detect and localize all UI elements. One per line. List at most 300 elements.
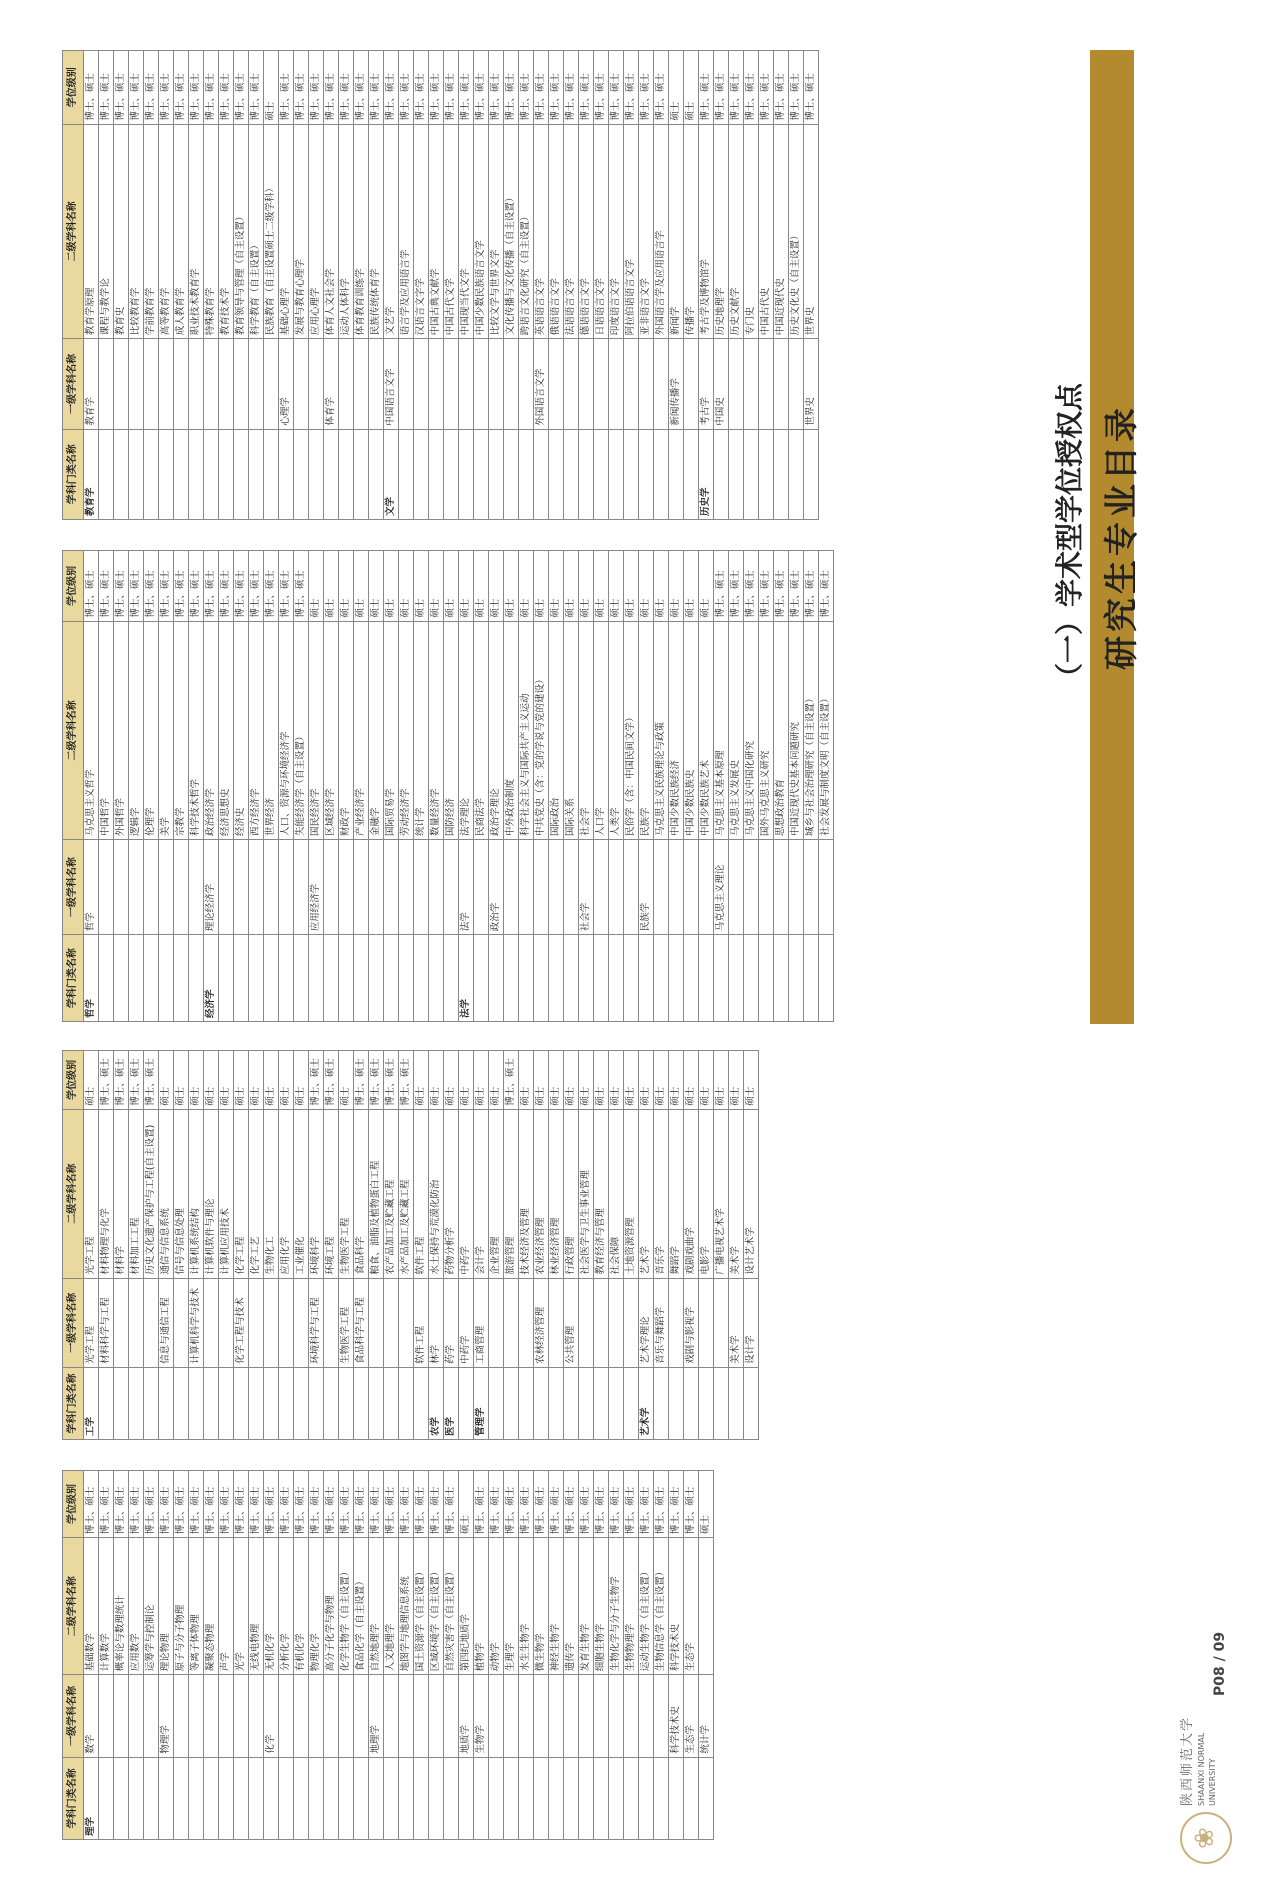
- degree-level-cell: 博士、硕士: [219, 51, 234, 125]
- degree-level-cell: 博士、硕士: [534, 1471, 549, 1538]
- first-discipline-cell: 林学: [429, 1278, 444, 1367]
- table-row: [459, 1051, 474, 1440]
- first-discipline-cell: 药学: [444, 1278, 459, 1367]
- first-discipline-cell: [174, 339, 189, 429]
- first-discipline-cell: [489, 1278, 504, 1367]
- second-discipline-cell: 动物学: [489, 1538, 504, 1675]
- table-row: [249, 1471, 264, 1840]
- table-row: [669, 51, 684, 520]
- degree-level-cell: 硕士: [159, 1051, 174, 1110]
- second-discipline-cell: 林业经济管理: [549, 1109, 564, 1278]
- table-row: [639, 51, 654, 520]
- second-discipline-cell: 理论物理: [159, 1538, 174, 1675]
- category-cell: [564, 935, 579, 1022]
- second-discipline-cell: 舞蹈学: [669, 1109, 684, 1278]
- table-row: [399, 1471, 414, 1840]
- table-row: [234, 1051, 249, 1440]
- category-cell: [264, 935, 279, 1022]
- degree-level-cell: 博士、硕士: [84, 551, 99, 622]
- table-row: [294, 1471, 309, 1840]
- degree-level-cell: 博士、硕士: [519, 51, 534, 125]
- second-discipline-cell: 教育学原理: [84, 124, 99, 339]
- category-cell: [144, 429, 159, 519]
- category-cell: [99, 1367, 114, 1439]
- table-row: [504, 51, 519, 520]
- first-discipline-cell: [744, 839, 759, 934]
- first-discipline-cell: [279, 1278, 294, 1367]
- first-discipline-cell: [669, 1278, 684, 1367]
- second-discipline-cell: 失能经济学（自主设置）: [294, 621, 309, 839]
- table-row: [684, 551, 699, 1022]
- second-discipline-cell: 技术经济及管理: [519, 1109, 534, 1278]
- second-discipline-cell: 应用数学: [129, 1538, 144, 1675]
- second-discipline-cell: [699, 1538, 714, 1675]
- page-title: 研究生专业目录: [1102, 404, 1142, 670]
- table-row: [474, 551, 489, 1022]
- second-discipline-cell: 民族教育（自主设置硕士二级学科）: [264, 124, 279, 339]
- category-cell: [369, 1367, 384, 1439]
- degree-level-cell: 博士、硕士: [309, 1471, 324, 1538]
- table-row: [444, 51, 459, 520]
- header-category: 学科门类名称: [63, 429, 84, 519]
- table-row: [204, 51, 219, 520]
- category-cell: [309, 429, 324, 519]
- table-row: [279, 551, 294, 1022]
- second-discipline-cell: 人类学: [609, 621, 624, 839]
- category-cell: [234, 1367, 249, 1439]
- first-discipline-cell: [309, 1675, 324, 1757]
- category-cell: 艺术学: [639, 1367, 654, 1439]
- table-row: [279, 1471, 294, 1840]
- table-row: [324, 551, 339, 1022]
- table-row: [219, 51, 234, 520]
- category-cell: [459, 1757, 474, 1839]
- degree-level-cell: 博士、硕士: [159, 1471, 174, 1538]
- second-discipline-cell: 经济史: [234, 621, 249, 839]
- degree-level-cell: 博士、硕士: [354, 1471, 369, 1538]
- category-cell: [819, 935, 834, 1022]
- category-cell: [174, 1757, 189, 1839]
- category-cell: [279, 1367, 294, 1439]
- first-discipline-cell: [594, 1278, 609, 1367]
- table-row: [804, 551, 819, 1022]
- header-second: 二级学科名称: [63, 1538, 84, 1675]
- category-cell: [669, 935, 684, 1022]
- table-row: [84, 1471, 99, 1840]
- first-discipline-cell: [234, 839, 249, 934]
- category-cell: [189, 1757, 204, 1839]
- degree-level-cell: 硕士: [669, 51, 684, 125]
- second-discipline-cell: 法学理论: [459, 621, 474, 839]
- first-discipline-cell: [294, 839, 309, 934]
- category-cell: [114, 1367, 129, 1439]
- table-row: [459, 51, 474, 520]
- category-cell: [804, 429, 819, 519]
- table-row: [414, 551, 429, 1022]
- second-discipline-cell: 高等教育学: [159, 124, 174, 339]
- table-row: [309, 1471, 324, 1840]
- table-row: [564, 1471, 579, 1840]
- first-discipline-cell: [204, 339, 219, 429]
- second-discipline-cell: 概率论与数理统计: [114, 1538, 129, 1675]
- category-cell: [519, 1757, 534, 1839]
- table-row: [444, 1051, 459, 1440]
- category-cell: [414, 429, 429, 519]
- degree-level-cell: 博士、硕士: [354, 1051, 369, 1110]
- header-second: 二级学科名称: [63, 1109, 84, 1278]
- category-cell: [324, 1757, 339, 1839]
- category-cell: [369, 935, 384, 1022]
- first-discipline-cell: [654, 339, 669, 429]
- first-discipline-cell: [564, 1675, 579, 1757]
- table-row: [84, 1051, 99, 1440]
- degree-level-cell: 硕士: [459, 551, 474, 622]
- table-row: [489, 1051, 504, 1440]
- table-row: [639, 551, 654, 1022]
- first-discipline-cell: 设计学: [744, 1278, 759, 1367]
- first-discipline-cell: 中国史: [714, 339, 729, 429]
- second-discipline-cell: 社会医学与卫生事业管理: [579, 1109, 594, 1278]
- table-row: [504, 1471, 519, 1840]
- second-discipline-cell: 历史文化遗产保护与工程(自主设置): [144, 1109, 159, 1278]
- table-row: [114, 551, 129, 1022]
- header-first: 一级学科名称: [63, 339, 84, 429]
- first-discipline-cell: [159, 839, 174, 934]
- degree-level-cell: 博士、硕士: [624, 1471, 639, 1538]
- category-cell: [294, 1757, 309, 1839]
- category-cell: [339, 935, 354, 1022]
- degree-level-cell: 硕士: [459, 1051, 474, 1110]
- table-row: [444, 551, 459, 1022]
- header-first: 一级学科名称: [63, 1278, 84, 1367]
- category-cell: [504, 1757, 519, 1839]
- table-row: [759, 51, 774, 520]
- table-header-row: [63, 551, 84, 1022]
- table-row: [204, 1471, 219, 1840]
- first-discipline-cell: 食品科学与工程: [354, 1278, 369, 1367]
- category-cell: [159, 1367, 174, 1439]
- category-cell: [189, 429, 204, 519]
- second-discipline-cell: 生物信息学（自主设置）: [654, 1538, 669, 1675]
- category-cell: [639, 429, 654, 519]
- table-row: [564, 1051, 579, 1440]
- first-discipline-cell: [519, 339, 534, 429]
- degree-level-cell: 博士、硕士: [729, 51, 744, 125]
- table-row: [249, 1051, 264, 1440]
- second-discipline-cell: 化学工程: [234, 1109, 249, 1278]
- category-cell: [219, 935, 234, 1022]
- category-cell: [669, 1367, 684, 1439]
- second-discipline-cell: 国外马克思主义研究: [759, 621, 774, 839]
- degree-level-cell: 博士、硕士: [339, 1471, 354, 1538]
- degree-level-cell: 博士、硕士: [234, 51, 249, 125]
- degree-level-cell: 博士、硕士: [249, 1471, 264, 1538]
- table-engineering-management-arts: [62, 1050, 759, 1440]
- second-discipline-cell: 会计学: [474, 1109, 489, 1278]
- degree-level-cell: 博士、硕士: [129, 51, 144, 125]
- degree-level-cell: 硕士: [369, 551, 384, 622]
- category-cell: [519, 935, 534, 1022]
- category-cell: [579, 935, 594, 1022]
- degree-level-cell: 博士、硕士: [219, 1471, 234, 1538]
- first-discipline-cell: [279, 839, 294, 934]
- degree-level-cell: 硕士: [519, 551, 534, 622]
- degree-level-cell: 博士、硕士: [129, 551, 144, 622]
- second-discipline-cell: 生物化工: [264, 1109, 279, 1278]
- first-discipline-cell: [444, 839, 459, 934]
- second-discipline-cell: 原子与分子物理: [174, 1538, 189, 1675]
- category-cell: [504, 935, 519, 1022]
- degree-level-cell: 硕士: [669, 551, 684, 622]
- degree-level-cell: 硕士: [429, 551, 444, 622]
- second-discipline-cell: 水生生物学: [519, 1538, 534, 1675]
- second-discipline-cell: 民族传统体育学: [369, 124, 384, 339]
- category-cell: [99, 1757, 114, 1839]
- degree-level-cell: 博士、硕士: [429, 1471, 444, 1538]
- degree-level-cell: 博士、硕士: [279, 51, 294, 125]
- first-discipline-cell: 工商管理: [474, 1278, 489, 1367]
- second-discipline-cell: 历史文化史（自主设置）: [789, 124, 804, 339]
- category-cell: [429, 429, 444, 519]
- table-row: [519, 1051, 534, 1440]
- degree-level-cell: 博士、硕士: [549, 1471, 564, 1538]
- first-discipline-cell: 农林经济管理: [534, 1278, 549, 1367]
- category-cell: [459, 1367, 474, 1439]
- category-cell: [804, 935, 819, 1022]
- category-cell: [684, 1757, 699, 1839]
- first-discipline-cell: 信息与通信工程: [159, 1278, 174, 1367]
- table-row: [339, 551, 354, 1022]
- table-row: [684, 1051, 699, 1440]
- second-discipline-cell: 环境工程: [324, 1109, 339, 1278]
- category-cell: [474, 429, 489, 519]
- degree-level-cell: 硕士: [459, 1471, 474, 1538]
- second-discipline-cell: 中国哲学: [99, 621, 114, 839]
- second-discipline-cell: 社会保障: [609, 1109, 624, 1278]
- first-discipline-cell: [594, 1675, 609, 1757]
- second-discipline-cell: 自然地理学: [369, 1538, 384, 1675]
- first-discipline-cell: [114, 339, 129, 429]
- category-cell: [684, 429, 699, 519]
- second-discipline-cell: 日语语言文学: [594, 124, 609, 339]
- second-discipline-cell: 金融学: [369, 621, 384, 839]
- university-logo: [1174, 1694, 1234, 1864]
- degree-level-cell: 博士、硕士: [159, 551, 174, 622]
- second-discipline-cell: 逻辑学: [129, 621, 144, 839]
- degree-level-cell: 硕士: [174, 1051, 189, 1110]
- category-cell: [129, 1757, 144, 1839]
- first-discipline-cell: [369, 839, 384, 934]
- degree-level-cell: 博士、硕士: [324, 51, 339, 125]
- category-cell: 工学: [84, 1367, 99, 1439]
- category-cell: [609, 1757, 624, 1839]
- first-discipline-cell: 体育学: [324, 339, 339, 429]
- table-row: [399, 551, 414, 1022]
- second-discipline-cell: 生理学: [504, 1538, 519, 1675]
- second-discipline-cell: 法语语言文学: [564, 124, 579, 339]
- table-row: [249, 551, 264, 1022]
- first-discipline-cell: [729, 839, 744, 934]
- degree-level-cell: 硕士: [414, 551, 429, 622]
- table-row: [129, 551, 144, 1022]
- category-cell: [669, 1757, 684, 1839]
- category-cell: [279, 1757, 294, 1839]
- degree-level-cell: 博士、硕士: [564, 51, 579, 125]
- first-discipline-cell: [264, 839, 279, 934]
- first-discipline-cell: [324, 839, 339, 934]
- second-discipline-cell: 农业经济管理: [534, 1109, 549, 1278]
- table-row: [354, 551, 369, 1022]
- first-discipline-cell: [189, 339, 204, 429]
- second-discipline-cell: 国际关系: [564, 621, 579, 839]
- category-cell: 历史学: [699, 429, 714, 519]
- first-discipline-cell: [339, 339, 354, 429]
- second-discipline-cell: 中国近现代史基本问题研究: [789, 621, 804, 839]
- second-discipline-cell: 比较教育学: [129, 124, 144, 339]
- degree-level-cell: 博士、硕士: [804, 51, 819, 125]
- first-discipline-cell: [129, 1675, 144, 1757]
- degree-level-cell: 博士、硕士: [519, 1471, 534, 1538]
- first-discipline-cell: 哲学: [84, 839, 99, 934]
- table-row: [114, 1471, 129, 1840]
- category-cell: [624, 1757, 639, 1839]
- degree-level-cell: 博士、硕士: [294, 51, 309, 125]
- first-discipline-cell: [339, 1675, 354, 1757]
- degree-level-cell: 博士、硕士: [624, 51, 639, 125]
- table-row: [339, 1471, 354, 1840]
- table-row: [474, 51, 489, 520]
- first-discipline-cell: [114, 839, 129, 934]
- degree-level-cell: 博士、硕士: [114, 551, 129, 622]
- second-discipline-cell: 世界经济: [264, 621, 279, 839]
- second-discipline-cell: 劳动经济学: [399, 621, 414, 839]
- first-discipline-cell: [114, 1675, 129, 1757]
- degree-level-cell: 博士、硕士: [774, 51, 789, 125]
- first-discipline-cell: [174, 1675, 189, 1757]
- first-discipline-cell: [144, 839, 159, 934]
- second-discipline-cell: 马克思主义发展史: [729, 621, 744, 839]
- table-row: [594, 1471, 609, 1840]
- degree-level-cell: 博士、硕士: [609, 51, 624, 125]
- degree-level-cell: 硕士: [744, 1051, 759, 1110]
- table-row: [144, 551, 159, 1022]
- degree-level-cell: 博士、硕士: [189, 51, 204, 125]
- first-discipline-cell: [519, 1278, 534, 1367]
- first-discipline-cell: [774, 339, 789, 429]
- table-row: [714, 51, 729, 520]
- degree-level-cell: 硕士: [639, 1051, 654, 1110]
- degree-level-cell: 博士、硕士: [654, 1471, 669, 1538]
- category-cell: [534, 1367, 549, 1439]
- degree-level-cell: 博士、硕士: [204, 1471, 219, 1538]
- second-discipline-cell: 科学教育（自主设置）: [249, 124, 264, 339]
- degree-level-cell: 博士、硕士: [264, 551, 279, 622]
- table-row: [324, 51, 339, 520]
- category-cell: [609, 1367, 624, 1439]
- table-row: [219, 1051, 234, 1440]
- first-discipline-cell: 环境科学与工程: [309, 1278, 324, 1367]
- second-discipline-cell: 产业经济学: [354, 621, 369, 839]
- category-cell: [684, 1367, 699, 1439]
- table-row: [489, 1471, 504, 1840]
- first-discipline-cell: [114, 1278, 129, 1367]
- table-row: [714, 1051, 729, 1440]
- second-discipline-cell: 生物化学与分子生物学: [609, 1538, 624, 1675]
- degree-level-cell: 硕士: [594, 551, 609, 622]
- first-discipline-cell: [294, 339, 309, 429]
- category-cell: [744, 1367, 759, 1439]
- second-discipline-cell: 成人教育学: [174, 124, 189, 339]
- table-row: [354, 1471, 369, 1840]
- table-row: [609, 1471, 624, 1840]
- first-discipline-cell: [204, 1675, 219, 1757]
- first-discipline-cell: [579, 339, 594, 429]
- category-cell: [219, 1757, 234, 1839]
- degree-level-cell: 硕士: [624, 1051, 639, 1110]
- second-discipline-cell: 思想政治教育: [774, 621, 789, 839]
- degree-level-cell: 博士、硕士: [309, 1051, 324, 1110]
- second-discipline-cell: 戏剧戏曲学: [684, 1109, 699, 1278]
- second-discipline-cell: 专门史: [744, 124, 759, 339]
- first-discipline-cell: [504, 1675, 519, 1757]
- table-row: [459, 551, 474, 1022]
- table-row: [639, 1051, 654, 1440]
- table-row: [474, 1051, 489, 1440]
- table-row: [249, 51, 264, 520]
- degree-level-cell: 博士、硕士: [384, 1471, 399, 1538]
- first-discipline-cell: [399, 1675, 414, 1757]
- first-discipline-cell: [429, 1675, 444, 1757]
- table-row: [729, 51, 744, 520]
- second-discipline-cell: 教育经济与管理: [594, 1109, 609, 1278]
- second-discipline-cell: 体育教育训练学: [354, 124, 369, 339]
- degree-level-cell: 博士、硕士: [579, 51, 594, 125]
- first-discipline-cell: [699, 839, 714, 934]
- category-cell: [429, 935, 444, 1022]
- first-discipline-cell: 中药学: [459, 1278, 474, 1367]
- table-row: [699, 1471, 714, 1840]
- degree-level-cell: 博士、硕士: [114, 1471, 129, 1538]
- table-header-row: [63, 51, 84, 520]
- degree-level-cell: 博士、硕士: [759, 51, 774, 125]
- table-row: [669, 1051, 684, 1440]
- degree-level-cell: 博士、硕士: [459, 51, 474, 125]
- table-row: [144, 1471, 159, 1840]
- category-cell: 理学: [84, 1757, 99, 1839]
- second-discipline-cell: 学前教育学: [144, 124, 159, 339]
- category-cell: [174, 935, 189, 1022]
- degree-level-cell: 博士、硕士: [249, 551, 264, 622]
- degree-level-cell: 博士、硕士: [444, 51, 459, 125]
- second-discipline-cell: 工业催化: [294, 1109, 309, 1278]
- table-row: [234, 551, 249, 1022]
- second-discipline-cell: 国际政治: [549, 621, 564, 839]
- second-discipline-cell: 旅游管理: [504, 1109, 519, 1278]
- table-row: [654, 1471, 669, 1840]
- table-row: [444, 1471, 459, 1840]
- first-discipline-cell: [399, 1278, 414, 1367]
- first-discipline-cell: [99, 1675, 114, 1757]
- first-discipline-cell: [534, 1675, 549, 1757]
- first-discipline-cell: [624, 839, 639, 934]
- first-discipline-cell: [174, 1278, 189, 1367]
- table-row: [369, 551, 384, 1022]
- degree-level-cell: 硕士: [609, 551, 624, 622]
- first-discipline-cell: 美术学: [729, 1278, 744, 1367]
- category-cell: [114, 429, 129, 519]
- first-discipline-cell: [699, 1278, 714, 1367]
- table-row: [309, 1051, 324, 1440]
